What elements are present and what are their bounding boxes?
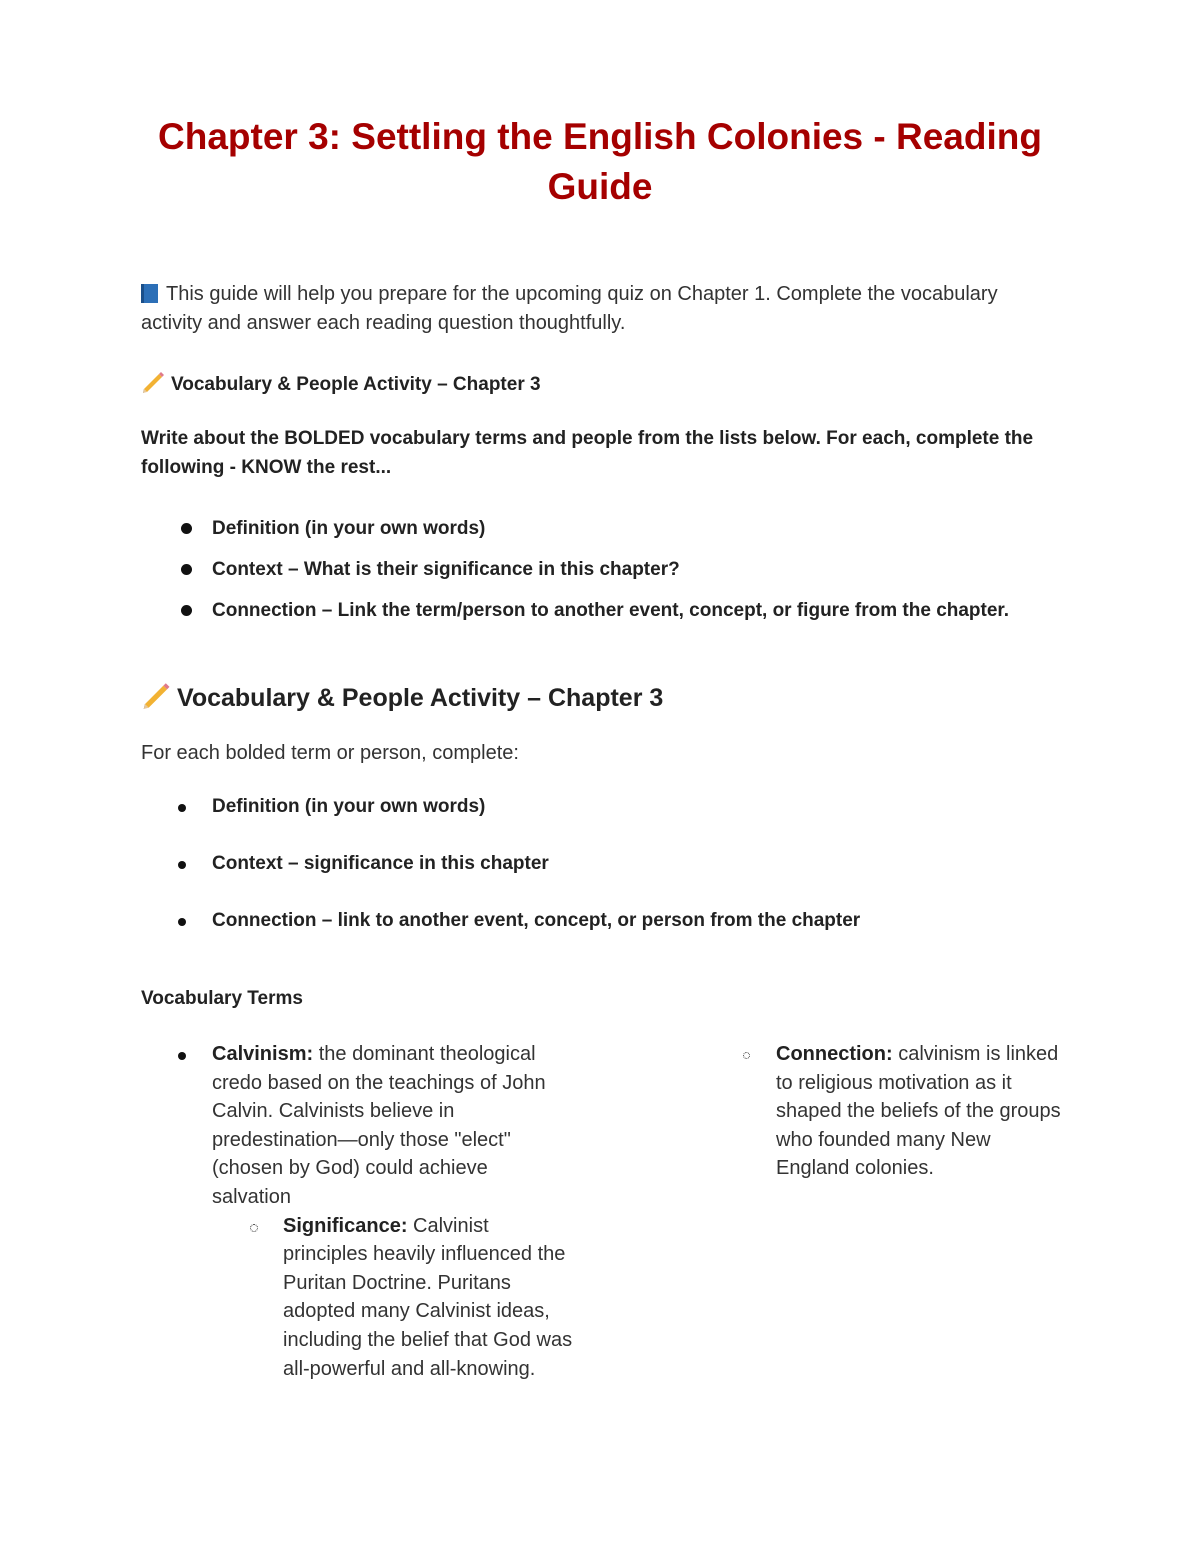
section1-heading xyxy=(141,371,541,399)
section1-instructions: Write about the BOLDED vocabulary terms and people from the lists below. For each, complete the following - KNOW the rest... xyxy=(141,428,1034,478)
connection-text xyxy=(776,1040,1066,1183)
vocab-left-column xyxy=(141,1040,581,1383)
list-item-text: Connection – Link the term/person to another event, concept, or figure from the chapter. xyxy=(212,600,1010,621)
bullet-dot-icon xyxy=(181,605,192,616)
list-item xyxy=(141,906,1061,963)
calvinism-connection xyxy=(705,1040,1075,1183)
significance-label: Significance: xyxy=(283,1214,408,1237)
list-item xyxy=(141,594,1061,627)
section2-heading-text: Vocabulary & People Activity – Chapter 3 xyxy=(177,684,664,712)
intro-text: This guide will help you prepare for the upcoming quiz on Chapter 1. Complete the vocabulary activity and answer each reading question thoughtfully. xyxy=(141,283,998,334)
list-item xyxy=(141,792,1061,849)
list-item xyxy=(141,512,1061,545)
bullet-dot-icon xyxy=(181,523,192,534)
list-item-text: Context – What is their significance in this chapter? xyxy=(212,559,680,580)
bullet-dot-icon xyxy=(178,918,186,926)
bullet-dot-icon xyxy=(178,804,186,812)
connection-label: Connection: xyxy=(776,1043,893,1065)
vocab-heading: Vocabulary Terms xyxy=(141,988,303,1009)
significance-text xyxy=(283,1212,573,1384)
bullet-dot-icon xyxy=(178,861,186,869)
list-item-text: Context – significance in this chapter xyxy=(212,853,549,874)
list-item-text: Connection – link to another event, concept, or person from the chapter xyxy=(212,910,861,931)
term-label: Calvinism: xyxy=(212,1043,314,1065)
page-title: Chapter 3: Settling the English Colonies - Reading Guide xyxy=(158,116,1042,207)
vocab-right-column xyxy=(705,1040,1075,1183)
hollow-bullet-icon xyxy=(250,1224,258,1232)
book-icon xyxy=(141,284,158,303)
list-item-text: Definition (in your own words) xyxy=(212,796,486,817)
vocab-entry-calvinism xyxy=(141,1040,581,1383)
significance-body: Calvinist principles heavily influenced the Puritan Doctrine. Puritans adopted many Calvinist ideas, including the belief that God was all-powerful and all-knowing. xyxy=(283,1214,573,1380)
list-item xyxy=(141,849,1061,906)
calvinism-definition xyxy=(212,1040,567,1212)
section2-heading xyxy=(141,682,663,716)
hollow-bullet-icon xyxy=(743,1052,750,1059)
intro-paragraph xyxy=(141,280,1021,338)
list-item xyxy=(141,553,1061,586)
section1-heading-text: Vocabulary & People Activity – Chapter 3 xyxy=(171,374,541,395)
bullet-dot-icon xyxy=(181,564,192,575)
section2-subtitle: For each bolded term or person, complete: xyxy=(141,742,519,764)
connection-body: calvinism is linked to religious motivation as it shaped the beliefs of the groups who founded many New England colonies. xyxy=(776,1043,1061,1180)
pencil-icon xyxy=(141,371,165,399)
term-definition: the dominant theological credo based on the teachings of John Calvin. Calvinists believe in predestination—only those "elect" (chosen by God) could achieve salvation xyxy=(212,1043,546,1208)
list-item-text: Definition (in your own words) xyxy=(212,518,486,539)
calvinism-significance xyxy=(141,1212,581,1384)
bullet-dot-icon xyxy=(178,1052,186,1060)
section2-bullet-list xyxy=(141,792,1061,963)
section1-bullet-list xyxy=(141,512,1061,635)
pencil-icon xyxy=(141,682,171,716)
